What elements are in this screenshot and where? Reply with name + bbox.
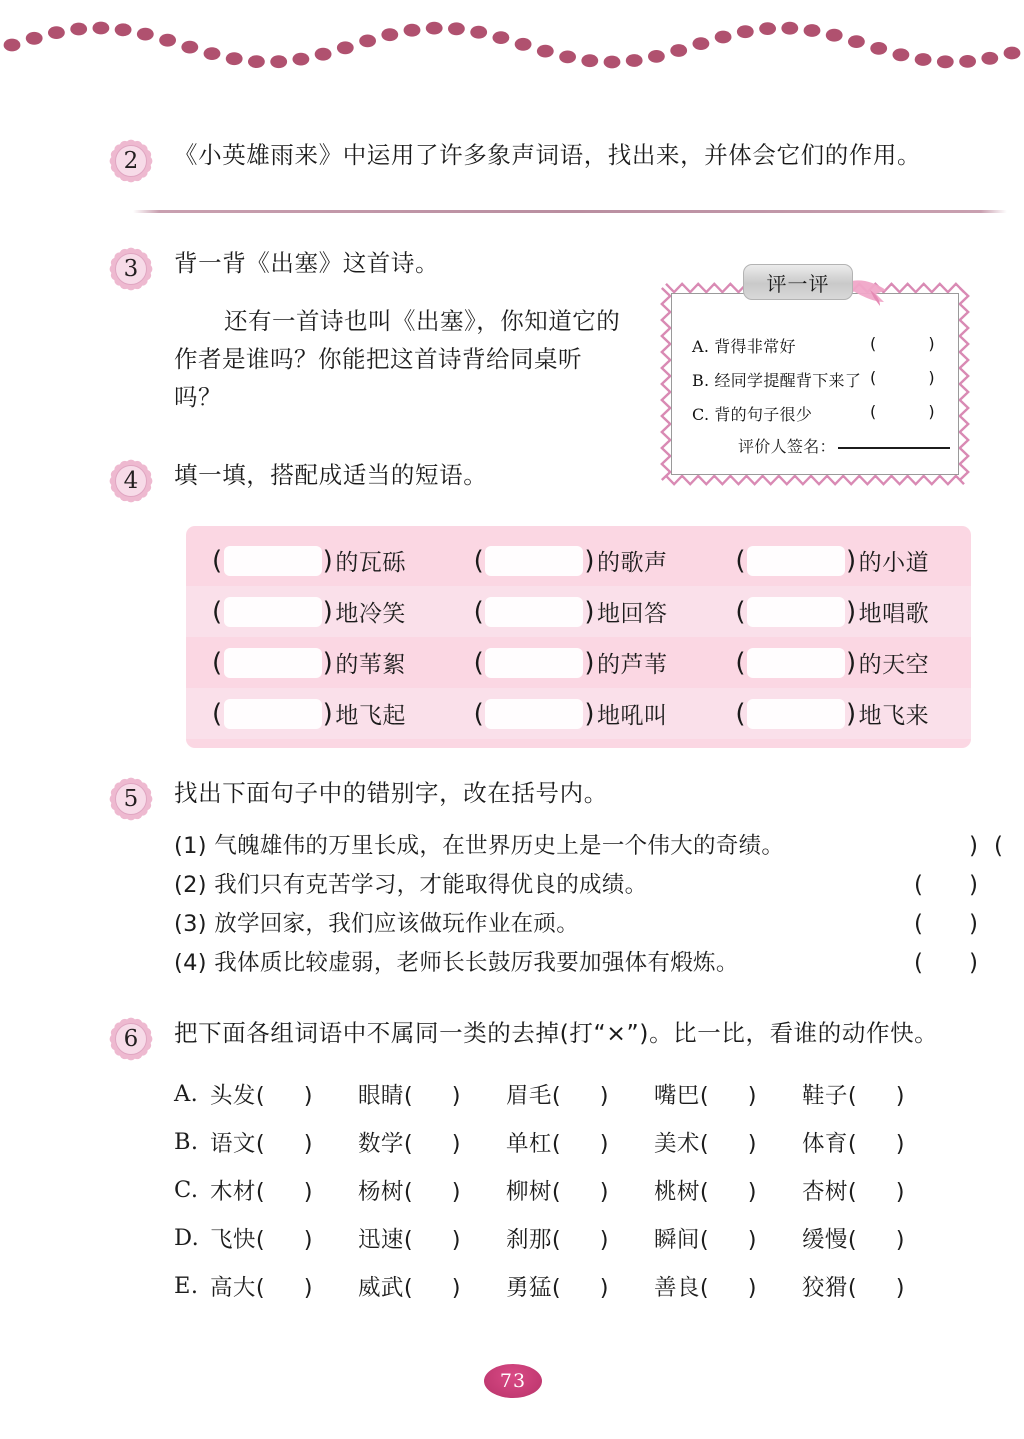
paren-left: ( — [735, 698, 746, 729]
word-group-item[interactable] — [802, 1078, 950, 1110]
word-group-item[interactable] — [506, 1078, 654, 1110]
word-group-item[interactable] — [506, 1174, 654, 1206]
phrase-blank-input[interactable] — [485, 546, 583, 576]
question-4 — [108, 458, 668, 492]
word-group-item[interactable] — [358, 1078, 506, 1110]
paren-left: ( — [735, 545, 746, 576]
question-6-text: 把下面各组词语中不属同一类的去掉(打“×”)。比一比，看谁的动作快。 — [174, 1019, 939, 1047]
phrase-word: 的歌声 — [596, 550, 668, 576]
phrase-fill-table — [186, 526, 971, 748]
evaluation-box — [660, 264, 970, 486]
paren-right: ) — [846, 698, 857, 729]
evaluation-tab-label: 评一评 — [743, 264, 853, 300]
phrase-blank-input[interactable] — [485, 648, 583, 678]
word-group-item-text: 杨树 — [358, 1179, 404, 1206]
word-group-item-paren[interactable]: ( ) — [699, 1275, 773, 1302]
phrase-cell — [448, 697, 710, 730]
phrase-table-row — [186, 637, 971, 688]
word-group-item-text: 高大 — [210, 1275, 256, 1302]
question-5-text: 找出下面句子中的错别字，改在括号内。 — [174, 779, 608, 807]
word-group-item[interactable] — [802, 1270, 950, 1302]
phrase-word: 的苇絮 — [335, 652, 406, 678]
phrase-cell — [186, 544, 448, 577]
phrase-word: 地飞起 — [335, 703, 406, 729]
paren-right: ) — [846, 596, 857, 627]
paren-right: ) — [584, 596, 595, 627]
question-3-paragraph-text: 还有一首诗也叫《出塞》，你知道它的作者是谁吗？你能把这首诗背给同桌听吗？ — [174, 307, 621, 412]
phrase-blank-input[interactable] — [224, 546, 322, 576]
word-group-item[interactable] — [654, 1222, 802, 1254]
phrase-table-row — [186, 586, 971, 637]
question-number-badge-5 — [108, 776, 154, 822]
paren-left: ( — [473, 647, 485, 678]
word-group-item-text: 眼睛 — [358, 1083, 404, 1110]
word-group-item-text: 嘴巴 — [654, 1083, 700, 1110]
word-group-item-paren[interactable]: ( ) — [699, 1131, 773, 1158]
dot-wave-svg — [0, 0, 1024, 82]
word-group-item[interactable] — [654, 1078, 802, 1110]
word-group-item[interactable] — [358, 1174, 506, 1206]
question-6 — [108, 1016, 1008, 1310]
word-group-item-paren[interactable]: ( ) — [403, 1179, 477, 1206]
sentence-row — [174, 869, 1008, 908]
sentence-row — [174, 830, 1008, 869]
word-group-item-paren[interactable]: ( ) — [699, 1179, 773, 1206]
question-5 — [108, 776, 1008, 986]
word-group-label: E. — [174, 1273, 199, 1300]
word-group-item-text: 体育 — [802, 1131, 848, 1158]
question-2-body — [174, 138, 1008, 172]
paren-right: ) — [584, 647, 595, 678]
paren-right: ) — [322, 698, 334, 729]
word-group-item[interactable] — [506, 1222, 654, 1254]
phrase-blank-input[interactable] — [224, 699, 322, 729]
word-group-label: D. — [174, 1225, 200, 1252]
word-group-item-text: 刹那 — [506, 1227, 552, 1254]
word-group-item-paren[interactable]: ( ) — [403, 1083, 477, 1110]
phrase-table-row — [186, 535, 971, 586]
question-number-text: 5 — [123, 786, 139, 812]
word-group-label: A. — [174, 1081, 199, 1108]
word-group-item-text: 杏树 — [802, 1179, 848, 1206]
phrase-blank-input[interactable] — [224, 648, 322, 678]
word-group-item-text: 柳树 — [506, 1179, 552, 1206]
evaluation-option-a-text: 背得非常好 — [714, 337, 796, 356]
evaluation-option-c-text: 背的句子很少 — [714, 405, 813, 424]
word-group-row — [174, 1262, 1014, 1310]
evaluation-option-c[interactable] — [692, 402, 812, 425]
question-4-text: 填一填，搭配成适当的短语。 — [174, 461, 488, 489]
word-group-item[interactable] — [358, 1126, 506, 1158]
word-group-item[interactable] — [654, 1174, 802, 1206]
paren-right: ) — [584, 698, 595, 729]
word-group-item-paren[interactable]: ( ) — [847, 1083, 921, 1110]
word-group-item-text: 眉毛 — [506, 1083, 552, 1110]
answer-paren-left[interactable]: ( — [914, 911, 924, 938]
evaluation-option-a-label: A. — [692, 337, 710, 356]
evaluator-signature-label: 评价人签名： — [738, 437, 836, 456]
word-group-row — [174, 1118, 1014, 1166]
phrase-cell — [448, 646, 710, 679]
answer-paren-left[interactable]: ( — [914, 950, 924, 977]
word-group-item-paren[interactable]: ( ) — [551, 1131, 625, 1158]
word-group-item-paren[interactable]: ( ) — [255, 1131, 329, 1158]
word-group-item-text: 数学 — [358, 1131, 404, 1158]
word-group-item-paren[interactable]: ( ) — [551, 1083, 625, 1110]
paren-left: ( — [735, 596, 746, 627]
evaluation-option-b[interactable] — [692, 368, 861, 391]
phrase-table-row — [186, 688, 971, 739]
phrase-cell — [448, 595, 710, 628]
word-group-item[interactable] — [802, 1126, 950, 1158]
phrase-word: 地唱歌 — [858, 601, 930, 627]
word-group-item-paren[interactable]: ( ) — [255, 1083, 329, 1110]
word-group-item[interactable] — [210, 1270, 358, 1302]
word-group-item[interactable] — [210, 1174, 358, 1206]
word-group-item-text: 瞬间 — [654, 1227, 700, 1254]
question-3 — [108, 246, 628, 416]
evaluation-option-b-label: B. — [692, 371, 710, 390]
word-group-item-text: 善良 — [654, 1275, 700, 1302]
evaluator-signature-row — [738, 434, 950, 457]
evaluator-signature-line[interactable] — [838, 447, 950, 449]
word-group-item-text: 单杠 — [506, 1131, 552, 1158]
word-group-item-text: 缓慢 — [802, 1227, 848, 1254]
phrase-cell — [186, 595, 448, 628]
question-number-text: 6 — [123, 1026, 139, 1052]
question-number-badge-3 — [108, 246, 154, 292]
word-group-row — [174, 1070, 1014, 1118]
word-group-item-paren[interactable]: ( ) — [699, 1083, 773, 1110]
question-6-body — [174, 1016, 1014, 1310]
evaluation-option-a[interactable] — [692, 334, 796, 357]
word-group-item-paren[interactable]: ( ) — [847, 1275, 921, 1302]
word-group-item-paren[interactable]: ( ) — [847, 1131, 921, 1158]
phrase-blank-input[interactable] — [485, 699, 583, 729]
evaluation-answer-paren-b[interactable]: ( ) — [870, 368, 949, 387]
phrase-blank-input[interactable] — [485, 597, 583, 627]
word-group-item-text: 木材 — [210, 1179, 256, 1206]
question-3-paragraph — [174, 302, 624, 416]
paren-left: ( — [473, 596, 485, 627]
word-group-item[interactable] — [210, 1222, 358, 1254]
word-group-list — [174, 1070, 1014, 1310]
evaluation-answer-paren-c[interactable]: ( ) — [870, 402, 949, 421]
word-group-item-text: 迅速 — [358, 1227, 404, 1254]
phrase-blank-input[interactable] — [747, 648, 845, 678]
answer-paren-right[interactable]: ) — [969, 833, 979, 860]
word-group-item[interactable] — [654, 1126, 802, 1158]
evaluation-answer-paren-a[interactable]: ( ) — [870, 334, 949, 353]
worksheet-page — [0, 82, 1024, 1439]
phrase-cell — [186, 646, 448, 679]
phrase-word: 地冷笑 — [335, 601, 406, 627]
paren-right: ) — [322, 545, 334, 576]
phrase-word: 地吼叫 — [596, 703, 668, 729]
question-number-badge-6 — [108, 1016, 154, 1062]
word-group-item-paren[interactable]: ( ) — [255, 1275, 329, 1302]
word-group-item-text: 鞋子 — [802, 1083, 848, 1110]
paren-left: ( — [212, 545, 223, 576]
phrase-blank-input[interactable] — [747, 699, 845, 729]
word-group-item-paren[interactable]: ( ) — [847, 1179, 921, 1206]
paren-left: ( — [473, 545, 485, 576]
answer-paren-left[interactable]: ( — [914, 872, 924, 899]
answer-paren-left[interactable]: ( — [994, 833, 1004, 860]
sentence-text: (2) 我们只有克苦学习，才能取得优良的成绩。 — [174, 872, 648, 899]
question-3-body — [174, 246, 628, 416]
word-group-item-text: 勇猛 — [506, 1275, 552, 1302]
question-number-text: 2 — [123, 148, 139, 174]
answer-paren-right[interactable]: ) — [969, 911, 979, 938]
question-2 — [108, 138, 1008, 172]
question-5-body — [174, 776, 1008, 986]
sentence-row — [174, 908, 1008, 947]
word-group-item-paren[interactable]: ( ) — [847, 1227, 921, 1254]
paren-right: ) — [846, 545, 857, 576]
decorative-dot-border — [0, 0, 1024, 82]
sentence-text: (4) 我体质比较虚弱，老师长长鼓厉我要加强体有煅炼。 — [174, 950, 739, 977]
phrase-blank-input[interactable] — [224, 597, 322, 627]
answer-paren-right[interactable]: ) — [969, 950, 979, 977]
paren-left: ( — [212, 698, 223, 729]
word-group-item-text: 威武 — [358, 1275, 404, 1302]
answer-paren-right[interactable]: ) — [969, 872, 979, 899]
paren-right: ) — [322, 596, 334, 627]
word-group-row — [174, 1166, 1014, 1214]
word-group-item[interactable] — [802, 1222, 950, 1254]
question-2-text: 《小英雄雨来》中运用了许多象声词语，找出来，并体会它们的作用。 — [174, 141, 922, 169]
paren-left: ( — [735, 647, 746, 678]
word-group-item[interactable] — [802, 1174, 950, 1206]
phrase-word: 的瓦砾 — [335, 550, 406, 576]
sentence-text: (3) 放学回家，我们应该做玩作业在顽。 — [174, 911, 580, 938]
word-group-item-paren[interactable]: ( ) — [403, 1275, 477, 1302]
phrase-word: 地飞来 — [858, 703, 930, 729]
word-group-item-paren[interactable]: ( ) — [551, 1179, 625, 1206]
phrase-cell — [709, 544, 971, 577]
paren-right: ) — [584, 545, 595, 576]
evaluation-option-b-text: 经同学提醒背下来了 — [714, 371, 862, 390]
paren-left: ( — [212, 647, 223, 678]
word-group-item[interactable] — [358, 1222, 506, 1254]
word-group-item-paren[interactable]: ( ) — [403, 1131, 477, 1158]
phrase-cell — [709, 697, 971, 730]
question-number-badge-4 — [108, 458, 154, 504]
word-group-item[interactable] — [654, 1270, 802, 1302]
question-4-body — [174, 458, 668, 492]
word-group-item-text: 狡猾 — [802, 1275, 848, 1302]
phrase-word: 的小道 — [858, 550, 930, 576]
question-number-text: 3 — [123, 256, 139, 282]
phrase-cell — [448, 544, 710, 577]
word-group-item-paren[interactable]: ( ) — [403, 1227, 477, 1254]
phrase-blank-input[interactable] — [747, 546, 845, 576]
phrase-cell — [186, 697, 448, 730]
paren-right: ) — [846, 647, 857, 678]
word-group-item-text: 头发 — [210, 1083, 256, 1110]
sentence-row — [174, 947, 1008, 986]
question-3-text: 背一背《出塞》这首诗。 — [174, 249, 440, 277]
word-group-row — [174, 1214, 1014, 1262]
word-group-item[interactable] — [210, 1126, 358, 1158]
word-group-item[interactable] — [506, 1126, 654, 1158]
evaluation-option-c-label: C. — [692, 405, 710, 424]
word-group-item[interactable] — [210, 1078, 358, 1110]
sentence-list — [174, 830, 1008, 986]
sentence-text: (1) 气魄雄伟的万里长成，在世界历史上是一个伟大的奇绩。 — [174, 833, 785, 860]
word-group-label: B. — [174, 1129, 199, 1156]
phrase-word: 的天空 — [858, 652, 930, 678]
word-group-item[interactable] — [506, 1270, 654, 1302]
phrase-cell — [709, 646, 971, 679]
word-group-item-paren[interactable]: ( ) — [551, 1275, 625, 1302]
word-group-label: C. — [174, 1177, 199, 1204]
phrase-cell — [709, 595, 971, 628]
phrase-blank-input[interactable] — [747, 597, 845, 627]
question-number-text: 4 — [123, 468, 139, 494]
word-group-item-paren[interactable]: ( ) — [255, 1179, 329, 1206]
paren-left: ( — [473, 698, 485, 729]
word-group-item-paren[interactable]: ( ) — [255, 1227, 329, 1254]
evaluation-box-frame — [660, 282, 970, 486]
question-number-badge-2 — [108, 138, 154, 184]
page-number-badge: 73 — [484, 1364, 542, 1398]
phrase-word: 地回答 — [596, 601, 668, 627]
word-group-item-paren[interactable]: ( ) — [551, 1227, 625, 1254]
word-group-item[interactable] — [358, 1270, 506, 1302]
phrase-word: 的芦苇 — [596, 652, 668, 678]
word-group-item-text: 飞快 — [210, 1227, 256, 1254]
word-group-item-paren[interactable]: ( ) — [699, 1227, 773, 1254]
word-group-item-text: 美术 — [654, 1131, 700, 1158]
section-divider — [133, 210, 1007, 213]
paren-right: ) — [322, 647, 334, 678]
paren-left: ( — [212, 596, 223, 627]
word-group-item-text: 语文 — [210, 1131, 256, 1158]
word-group-item-text: 桃树 — [654, 1179, 700, 1206]
